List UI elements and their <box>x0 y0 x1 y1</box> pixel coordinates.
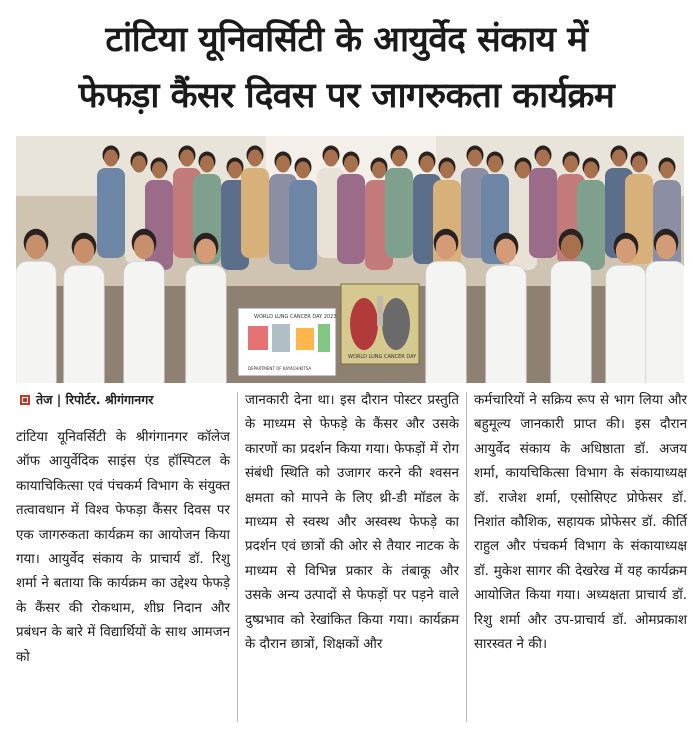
byline-text: तेज | रिपोर्टर. श्रीगंगानगर <box>36 391 154 407</box>
byline <box>16 389 230 411</box>
article-column-1 <box>16 389 230 670</box>
event-photo <box>16 136 684 383</box>
headline-line-2: फेफड़ा कैंसर दिवस पर जागरुकता कार्यक्रम <box>78 76 615 116</box>
article-text-col1: टांटिया यूनिवर्सिटी के श्रीगंगानगर कॉलेज ऑफ आयुर्वेदिक साइंस एंड हॉस्पिटल के कायाचिकित्सा एवं पंचकर्म विभाग के संयुक्त तत्वावधान में विश्व फेफड़ा कैंसर दिवस पर एक जागरुकता कार्यक्रम का आयोजन किया गया। आयुर्वेद संकाय के प्राचार्य डॉ. रिशु शर्मा ने बताया कि कार्यक्रम का उद्देश्य फेफड़े के कैंसर की रोकथाम, शीघ्र निदान और प्रबंधन के बारे में विद्यार्थियों के साथ आमजन को <box>16 430 230 665</box>
article-text-col3: कर्मचारियों ने सक्रिय रूप से भाग लिया और बहुमूल्य जानकारी प्राप्त की। इस दौरान आयुर्वेद संकाय के अधिष्ठाता डॉ. अजय शर्मा, कायचिकित्सा विभाग के संकायाध्यक्ष डॉ. राजेश शर्मा, एसोसिएट प्रोफेसर डॉ. निशांत कौशिक, सहायक प्रोफेसर डॉ. कीर्ति राहुल और पंचकर्म विभाग के संकायाध्यक्ष डॉ. मुकेश सागर की देखरेख में यह कार्यक्रम आयोजित किया गया। अध्यक्षता प्राचार्य डॉ. रिशु शर्मा और उप-प्राचार्य डॉ. ओमप्रकाश सारस्वत ने की। <box>474 393 687 653</box>
lung-board-title: WORLD LUNG CANCER DAY <box>348 354 417 360</box>
headline-line-1: टांटिया यूनिवर्सिटी के आयुर्वेद संकाय में <box>105 20 588 60</box>
lung-model-board <box>341 284 419 364</box>
article-column-3 <box>474 389 687 657</box>
column-divider <box>237 392 238 722</box>
column-divider <box>466 392 467 722</box>
poster-left <box>238 308 337 376</box>
article-text-col2: जानकारी देना था। इस दौरान पोस्टर प्रस्तुति के माध्यम से फेफड़े के कैंसर और उसके कारणों का प्रदर्शन किया गया। फेफड़ों में रोग संबंधी स्थिति को उजागर करने की श्वसन क्षमता को मापने के लिए थ्री-डी मॉडल के माध्यम से स्वस्थ और अस्वस्थ फेफड़े का प्रदर्शन एवं छात्रों की ओर से तैयार नाटक के माध्यम से विभिन्न प्रकार के तंबाकू और उसके अन्य उत्पादों से फेफड़ों पर पड़ने वाले दुष्प्रभाव को रेखांकित किया गया। कार्यक्रम के दौरान छात्रों, शिक्षकों और <box>245 393 459 653</box>
headline <box>0 0 693 136</box>
newspaper-logo-icon <box>20 395 30 405</box>
article-column-2 <box>245 389 459 657</box>
poster-left-sub: DEPARTMENT OF KAYACHIKITSA <box>248 366 312 371</box>
poster-left-title: WORLD LUNG CANCER DAY 2023 <box>254 314 337 320</box>
